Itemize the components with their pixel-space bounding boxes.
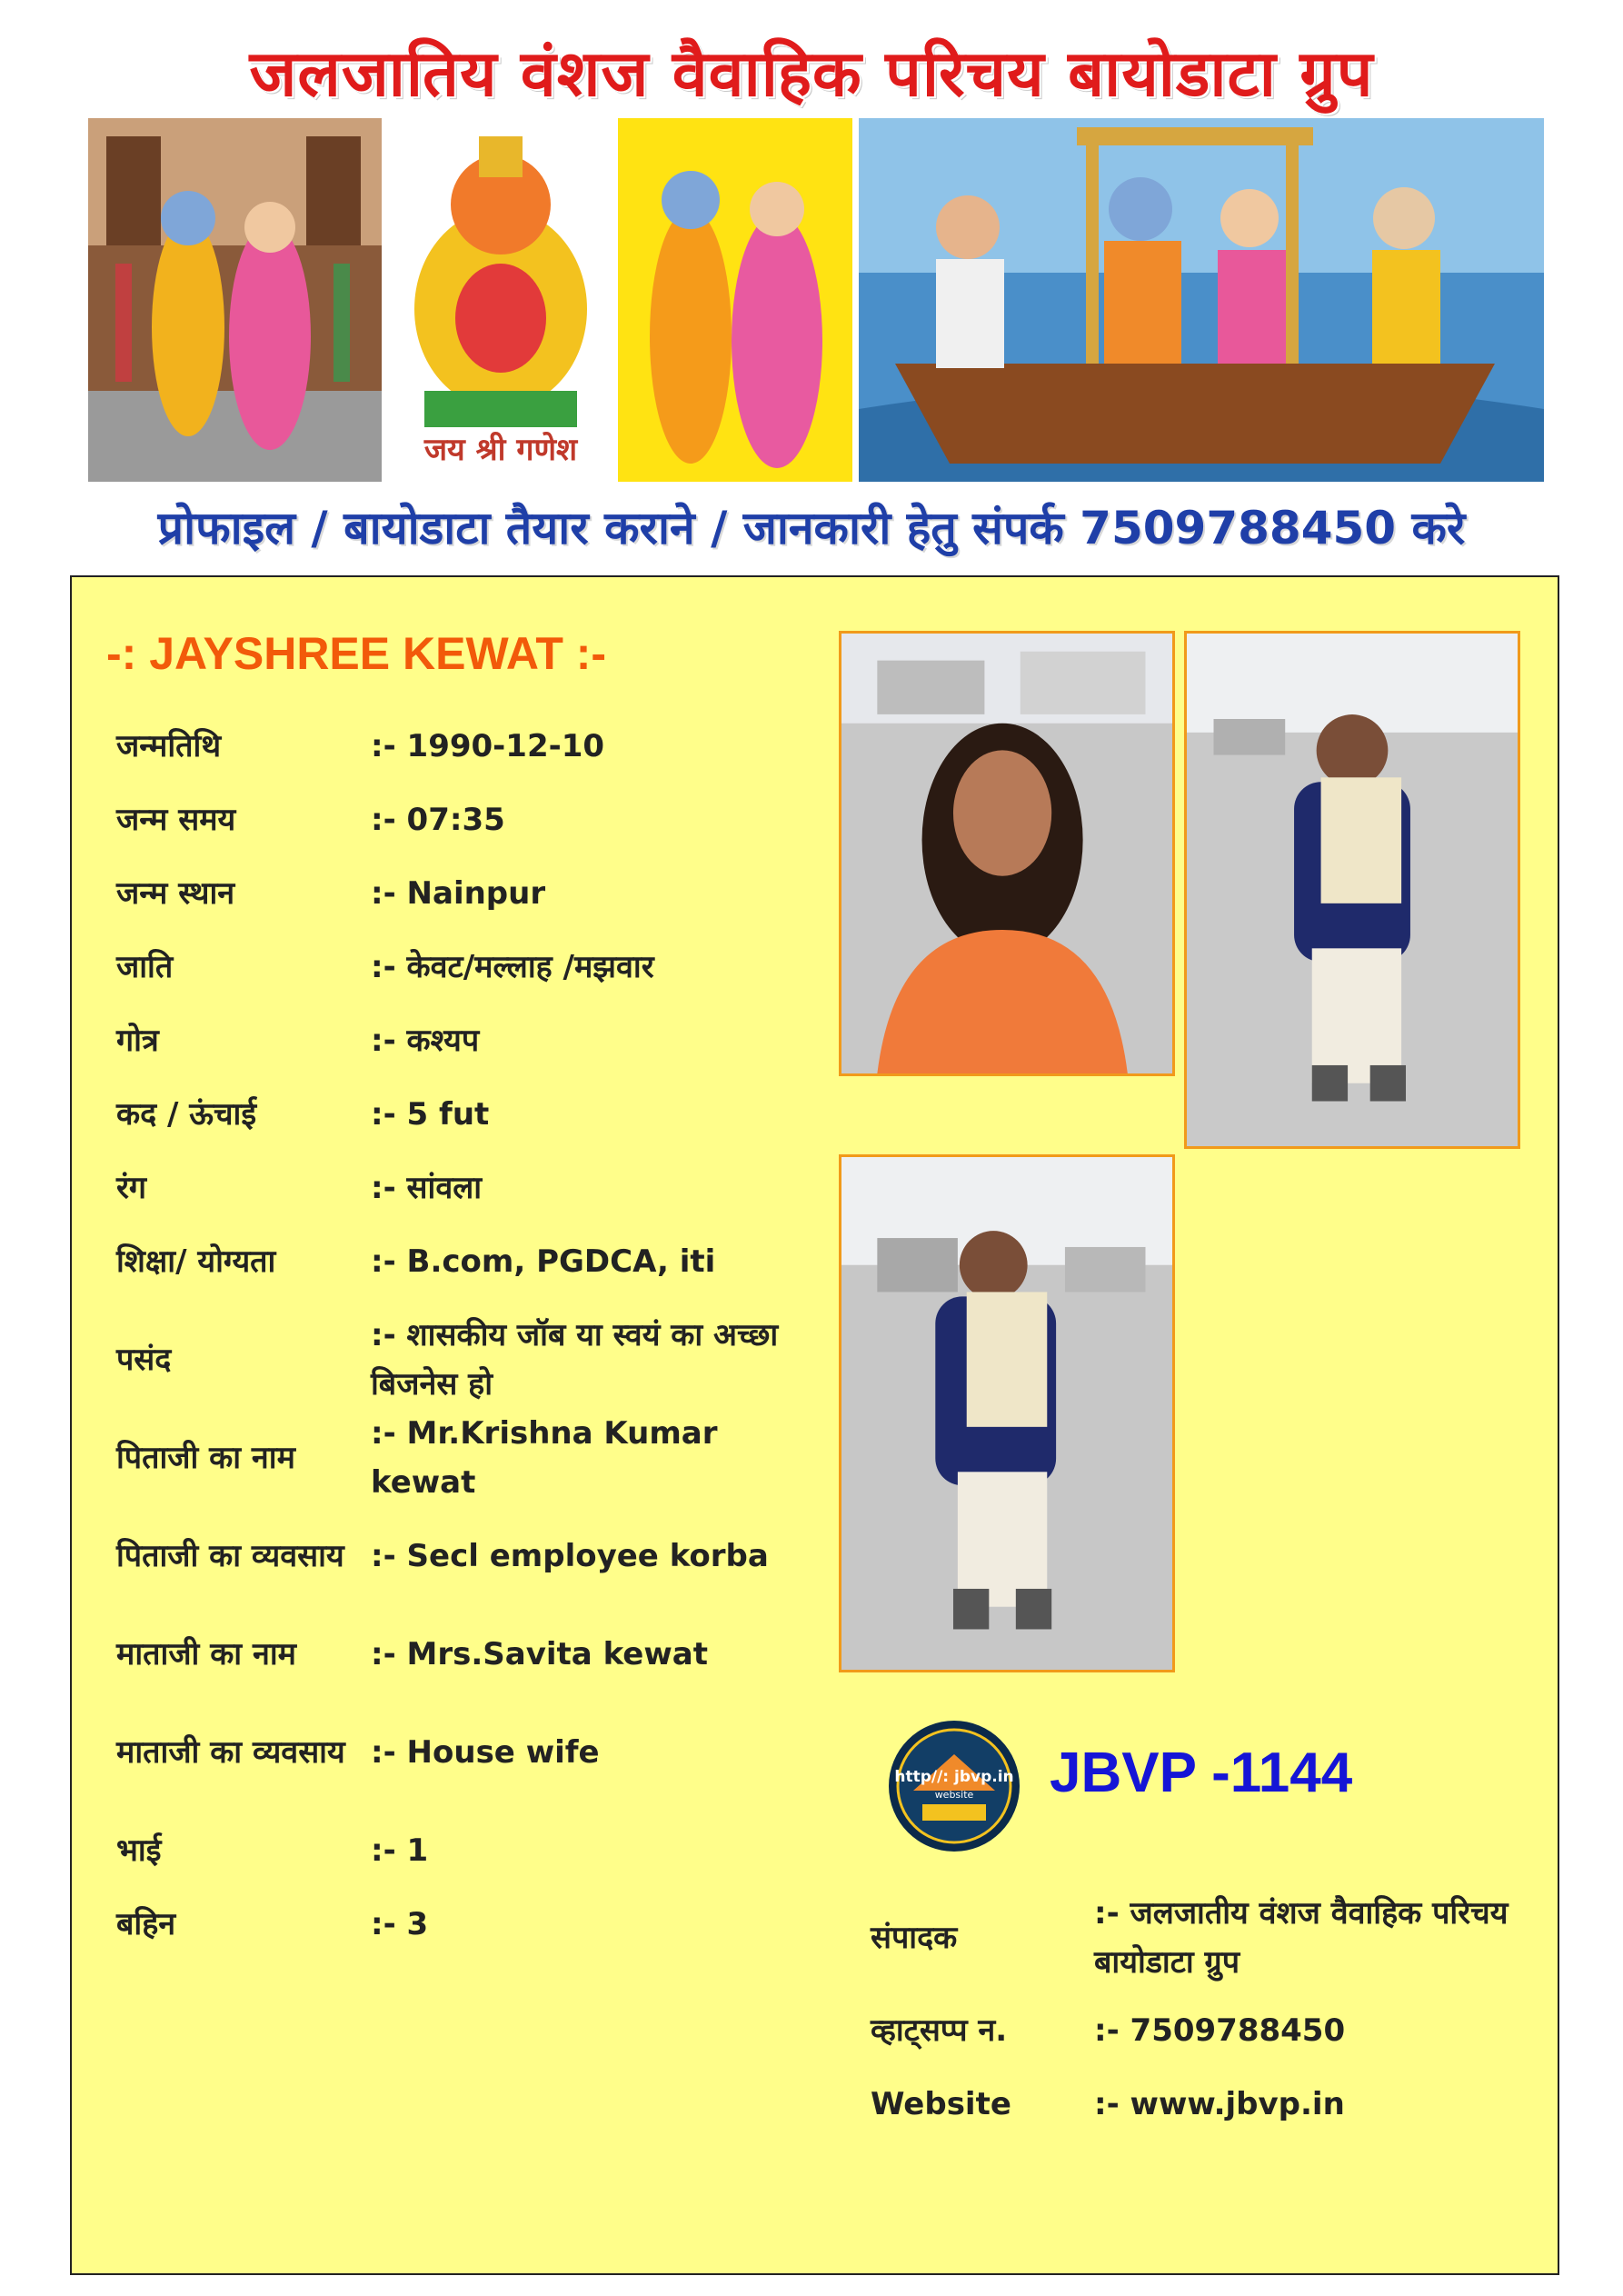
detail-row-dob <box>116 709 825 783</box>
contact-line: प्रोफाइल / बायोडाटा तैयार कराने / जानकारी हेतु संपर्क 7509788450 करे <box>157 502 1466 554</box>
detail-label: माताजी का नाम <box>116 1635 296 1672</box>
detail-row-complexion <box>116 1151 825 1224</box>
detail-row-height <box>116 1077 825 1151</box>
detail-value: :- Mr.Krishna Kumar kewat <box>371 1414 718 1501</box>
detail-label: पिताजी का व्यवसाय <box>116 1537 344 1574</box>
detail-row-brothers <box>116 1813 825 1887</box>
detail-label: बहिन <box>116 1905 176 1942</box>
candidate-name: -: JAYSHREE KEWAT :- <box>106 628 607 679</box>
detail-row-father-occupation <box>116 1494 825 1617</box>
banner-image-ganesh <box>388 118 613 482</box>
jbvp-logo <box>886 1718 1022 1854</box>
detail-value: :- House wife <box>371 1733 600 1771</box>
detail-label: शिक्षा/ योग्यता <box>116 1243 276 1280</box>
biodata-code: JBVP -1144 <box>1050 1742 1353 1804</box>
detail-row-mother-occupation <box>116 1691 825 1813</box>
detail-value: :- शासकीय जॉब या स्वयं का अच्छा बिजनेस हो <box>371 1316 779 1403</box>
candidate-photo-seated-2 <box>839 1154 1175 1672</box>
detail-label: भाई <box>116 1832 162 1869</box>
banner-image-boat-scene <box>859 118 1544 482</box>
detail-value: :- केवट/मल्लाह /मझवार <box>371 948 654 985</box>
detail-value: :- 5 fut <box>371 1095 490 1133</box>
detail-row-caste <box>116 930 825 1003</box>
group-title: जलजातिय वंशज वैवाहिक परिचय बायोडाटा ग्रुप <box>249 36 1374 111</box>
editor-details <box>871 1882 1525 2141</box>
detail-label: पिताजी का नाम <box>116 1439 295 1476</box>
detail-row-sisters <box>116 1887 825 1961</box>
detail-value: :- 1 <box>371 1832 429 1869</box>
detail-label: जन्मतिथि <box>116 727 222 764</box>
detail-label: जाति <box>116 948 174 985</box>
detail-value: :- Nainpur <box>371 874 546 912</box>
editor-label: व्हाट्सप्प न. <box>871 2011 1008 2049</box>
detail-label: गोत्र <box>116 1022 159 1059</box>
banner-image-ram-sita <box>618 118 852 482</box>
detail-value: :- Mrs.Savita kewat <box>371 1635 708 1672</box>
detail-label: पसंद <box>116 1341 172 1378</box>
editor-label: Website <box>871 2085 1011 2122</box>
biodata-details <box>116 709 825 1961</box>
detail-value: :- 07:35 <box>371 801 505 838</box>
detail-row-education <box>116 1224 825 1298</box>
detail-value: :- B.com, PGDCA, iti <box>371 1243 716 1280</box>
detail-row-birth-place <box>116 856 825 930</box>
detail-label: माताजी का व्यवसाय <box>116 1733 345 1771</box>
ganesh-caption: जय श्री गणेश <box>423 432 578 468</box>
editor-row-whatsapp <box>871 1993 1525 2067</box>
detail-row-mother-name <box>116 1617 825 1691</box>
detail-label: कद / ऊंचाई <box>116 1095 257 1133</box>
detail-label: रंग <box>116 1169 147 1206</box>
editor-row-website <box>871 2067 1525 2141</box>
candidate-photo-selfie <box>839 631 1175 1076</box>
logo-subtext: website <box>934 1789 974 1801</box>
detail-value: :- 1990-12-10 <box>371 727 605 764</box>
editor-value: :- जलजातीय वंशज वैवाहिक परिचय बायोडाटा ग्रुप <box>1094 1894 1508 1981</box>
detail-row-preference <box>116 1298 825 1421</box>
editor-label: संपादक <box>871 1919 958 1956</box>
detail-value: :- 3 <box>371 1905 429 1942</box>
banner-image-ram-sita-wedding <box>88 118 382 482</box>
editor-value: :- www.jbvp.in <box>1094 2085 1345 2122</box>
detail-label: जन्म स्थान <box>116 874 235 912</box>
candidate-photo-seated-1 <box>1184 631 1520 1149</box>
detail-label: जन्म समय <box>116 801 236 838</box>
editor-value: :- 7509788450 <box>1094 2011 1346 2049</box>
logo-text: http//: jbvp.in <box>894 1768 1014 1786</box>
detail-value: :- कश्यप <box>371 1022 480 1059</box>
detail-row-father-name <box>116 1414 825 1501</box>
detail-value: :- Secl employee korba <box>371 1537 769 1574</box>
detail-row-birth-time <box>116 783 825 856</box>
editor-row-editor <box>871 1882 1525 1993</box>
detail-value: :- सांवला <box>371 1169 483 1206</box>
detail-row-gotra <box>116 1003 825 1077</box>
